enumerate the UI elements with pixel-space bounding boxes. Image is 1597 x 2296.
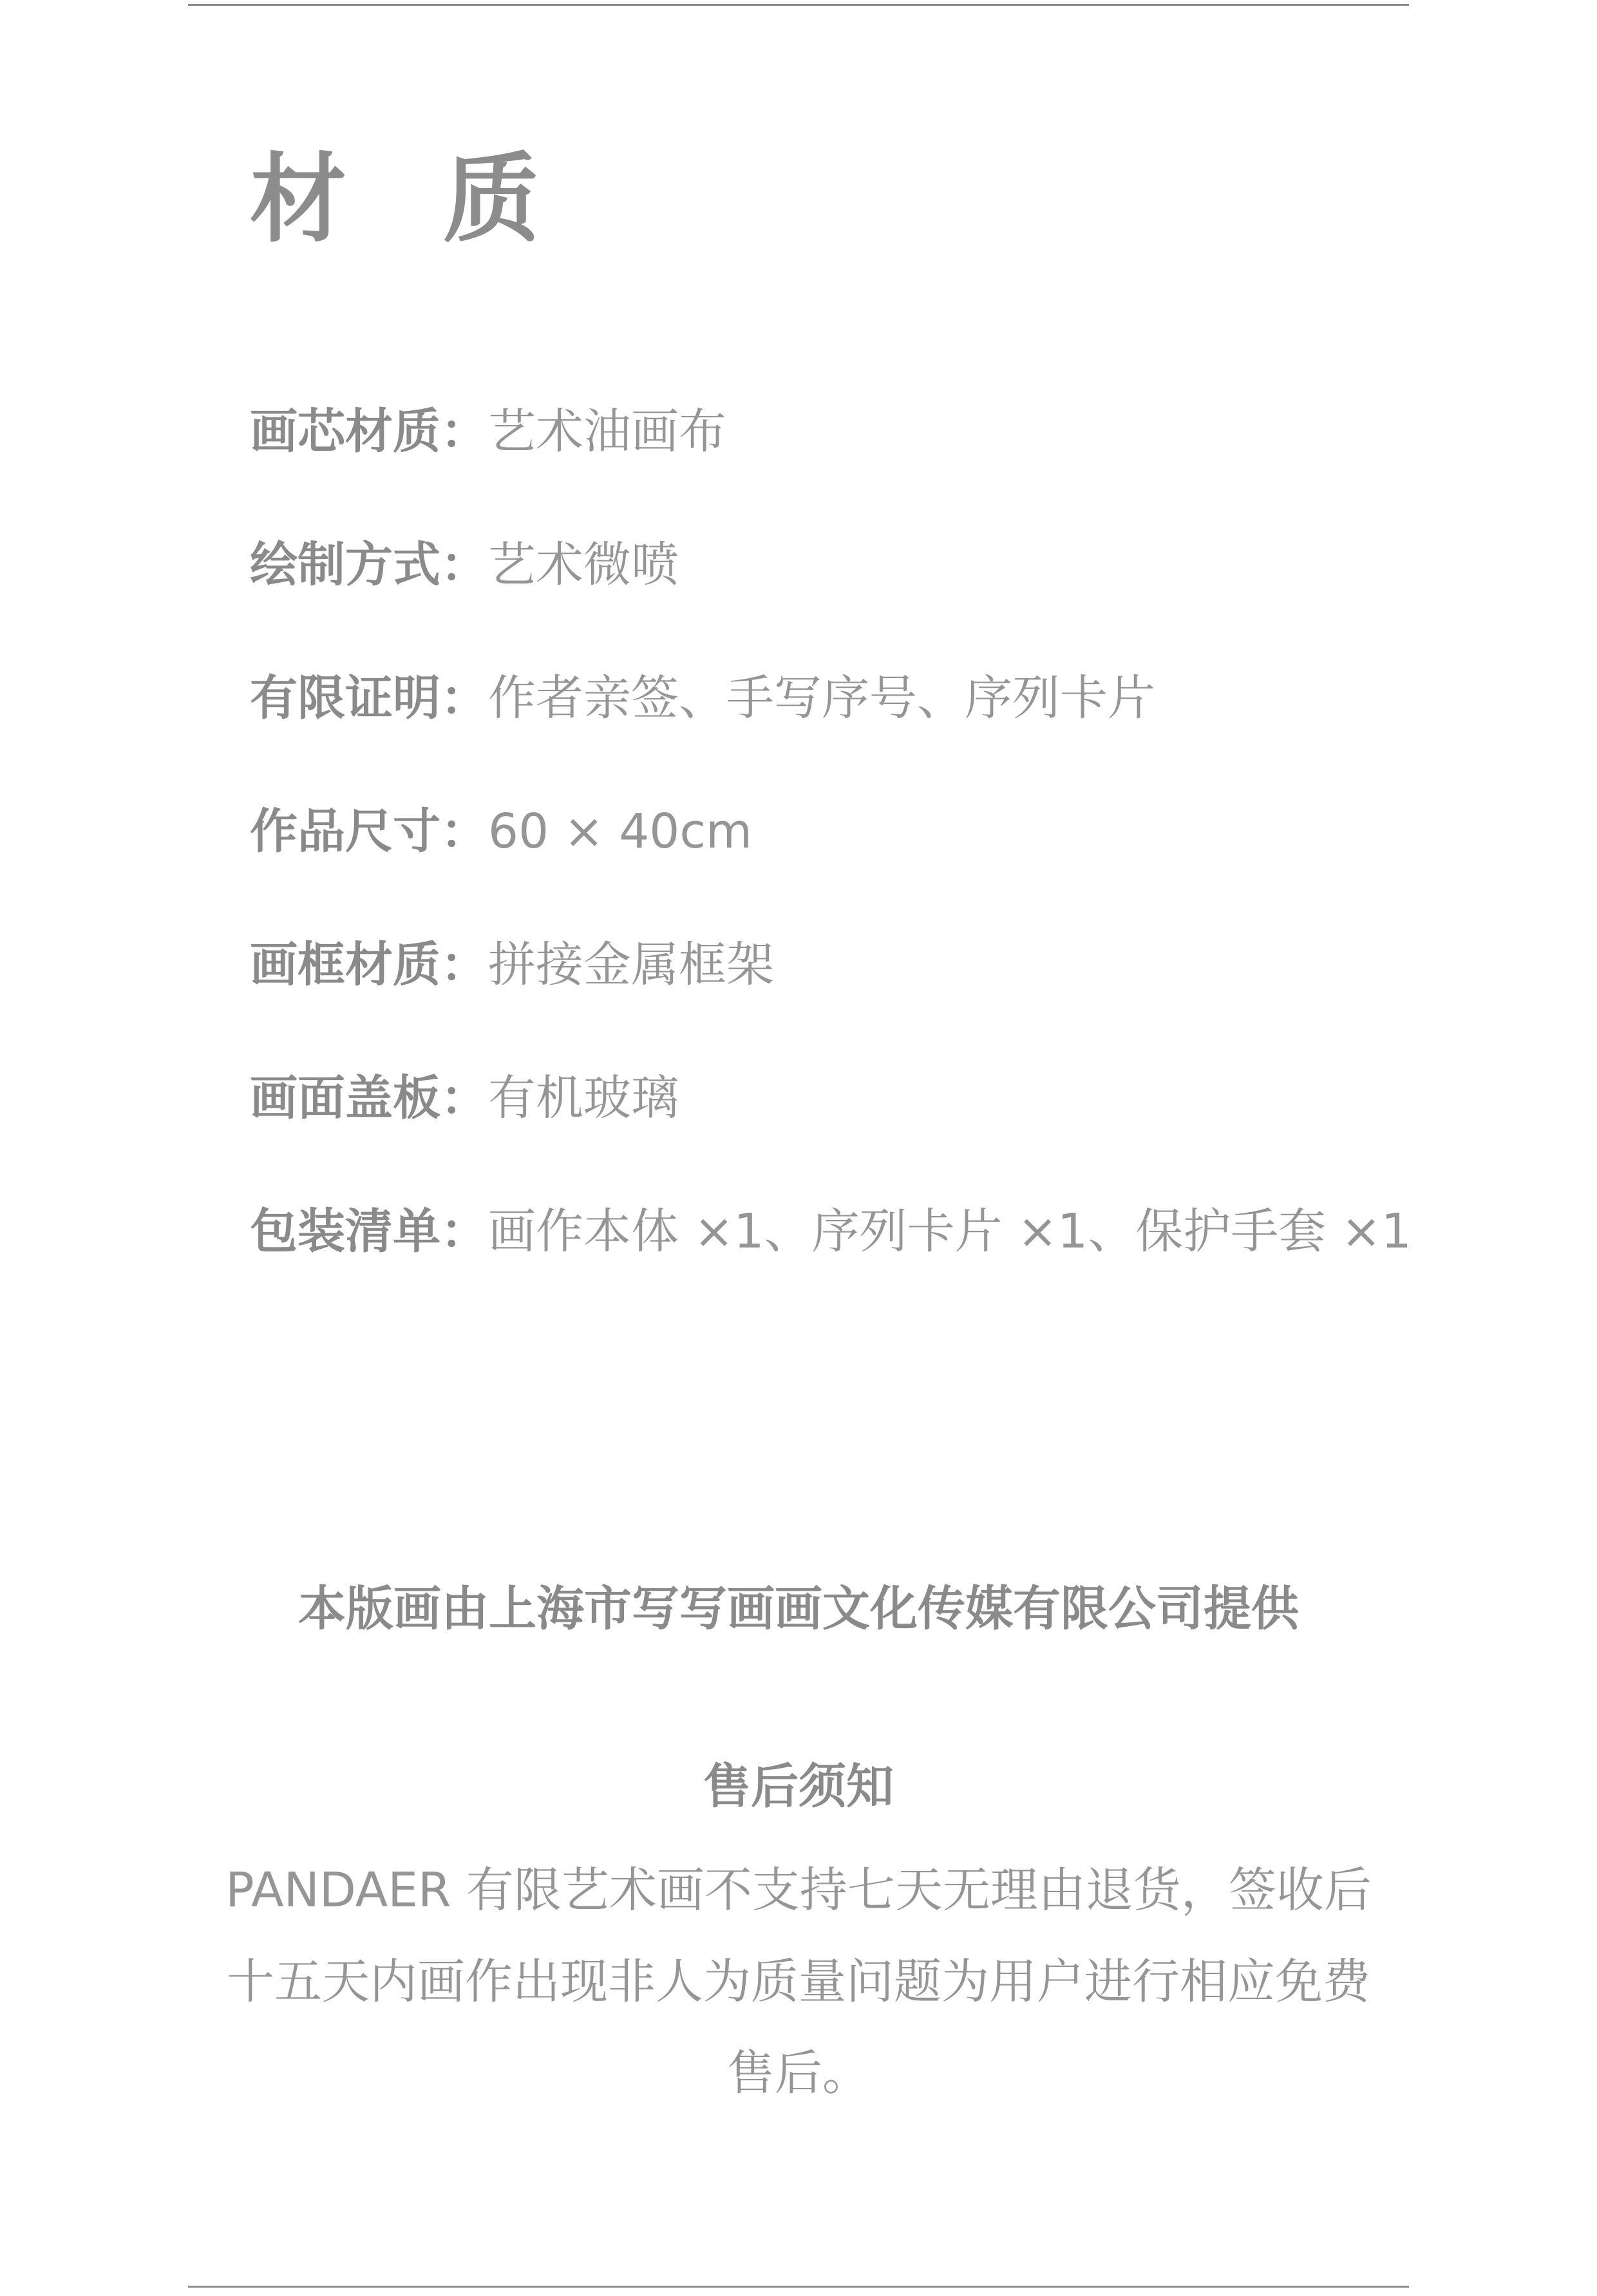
spec-row-printing-method <box>250 533 679 597</box>
top-divider <box>188 4 1409 6</box>
spec-value: 60 × 40cm <box>488 804 753 859</box>
spec-row-cover-panel <box>250 1066 679 1130</box>
after-sales-title: 售后须知 <box>703 1759 894 1814</box>
provider-statement: 本版画由上海市写写画画文化传媒有限公司提供 <box>298 1581 1299 1637</box>
spec-label: 包装清单： <box>250 1204 488 1259</box>
spec-value: 作者亲签、手写序号、序列卡片 <box>488 670 1155 726</box>
spec-row-canvas-material <box>250 399 726 464</box>
spec-label: 画芯材质： <box>250 404 488 459</box>
spec-value: 艺术油画布 <box>488 404 726 459</box>
spec-value: 画作本体 ×1、序列卡片 ×1、保护手套 ×1 <box>488 1204 1412 1259</box>
spec-value: 艺术微喷 <box>488 537 679 593</box>
bottom-divider <box>188 2286 1409 2288</box>
spec-label: 绘制方式： <box>250 537 488 593</box>
spec-row-artwork-size <box>250 799 752 864</box>
spec-label: 有限证明： <box>250 670 488 726</box>
spec-label: 作品尺寸： <box>250 804 488 859</box>
after-sales-line: 售后。 <box>727 2045 870 2101</box>
spec-value: 拼接金属框架 <box>488 937 774 992</box>
spec-value: 有机玻璃 <box>488 1070 679 1126</box>
spec-label: 画框材质： <box>250 937 488 992</box>
after-sales-line: 十五天内画作出现非人为质量问题为用户进行相应免费 <box>227 1954 1370 2009</box>
spec-row-limited-certificate <box>250 666 1155 730</box>
spec-row-package-list <box>250 1199 1412 1264</box>
after-sales-line: PANDAER 有限艺术画不支持七天无理由退货，签收后 <box>225 1863 1372 1918</box>
after-sales-body <box>0 1845 1597 2119</box>
section-title: 材 质 <box>250 144 540 256</box>
spec-row-frame-material <box>250 933 774 997</box>
spec-label: 画面盖板： <box>250 1070 488 1126</box>
